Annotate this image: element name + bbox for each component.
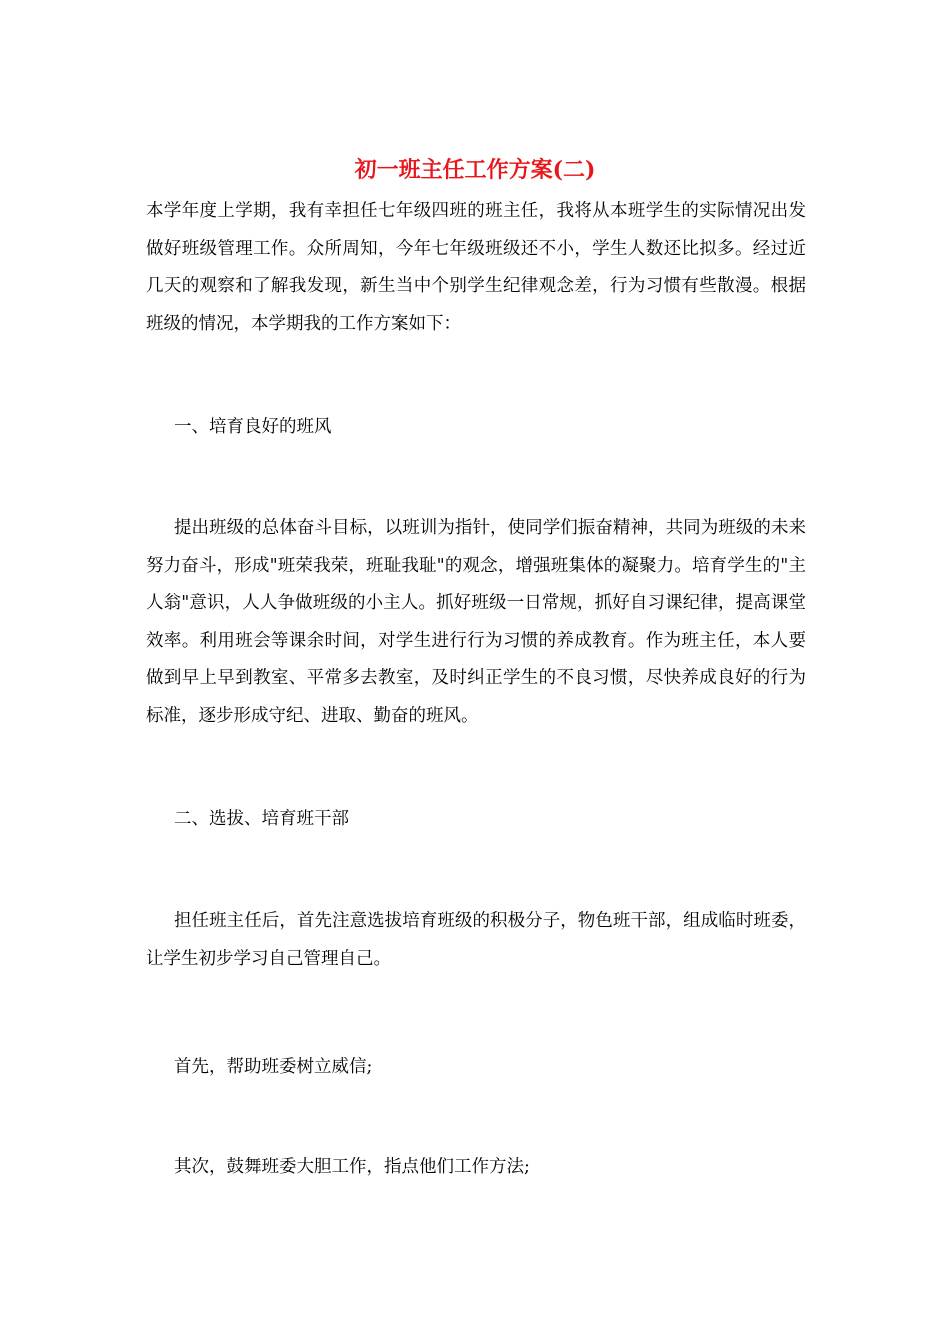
section-body-1: 提出班级的总体奋斗目标，以班训为指针，使同学们振奋精神，共同为班级的未来努力奋斗，形成"班荣我荣，班耻我耻"的观念，增强班集体的凝聚力。培育学生的"主人翁"意识，人人争做班级的小主人。抓好班级一日常规，抓好自习课纪律，提高课堂效率。利用班会等课余时间，对学生进行行为习惯的养成教育。作为班主任，本人要做到早上早到教室、平常多去教室，及时纠正学生的不良习惯，尽快养成良好的行为标准，逐步形成守纪、进取、勤奋的班风。 xyxy=(146,518,806,726)
section-heading-1: 一、培育良好的班风 xyxy=(174,417,332,437)
intro-paragraph: 本学年度上学期，我有幸担任七年级四班的班主任，我将从本班学生的实际情况出发做好班级管理工作。众所周知，今年七年级班级还不小，学生人数还比拟多。经过近几天的观察和了解我发现，新生当中个别学生纪律观念差，行为习惯有些散漫。根据班级的情况，本学期我的工作方案如下： xyxy=(146,201,806,334)
document-title: 初一班主任工作方案(二) xyxy=(354,157,596,183)
section-heading-2: 二、选拔、培育班干部 xyxy=(174,809,349,829)
step-first-paragraph: 首先，帮助班委树立威信; xyxy=(174,1057,373,1077)
step-second-paragraph: 其次，鼓舞班委大胆工作，指点他们工作方法; xyxy=(174,1157,530,1177)
section-body-2: 担任班主任后，首先注意选拔培育班级的积极分子，物色班干部，组成临时班委，让学生初步学习自己管理自己。 xyxy=(146,911,806,969)
